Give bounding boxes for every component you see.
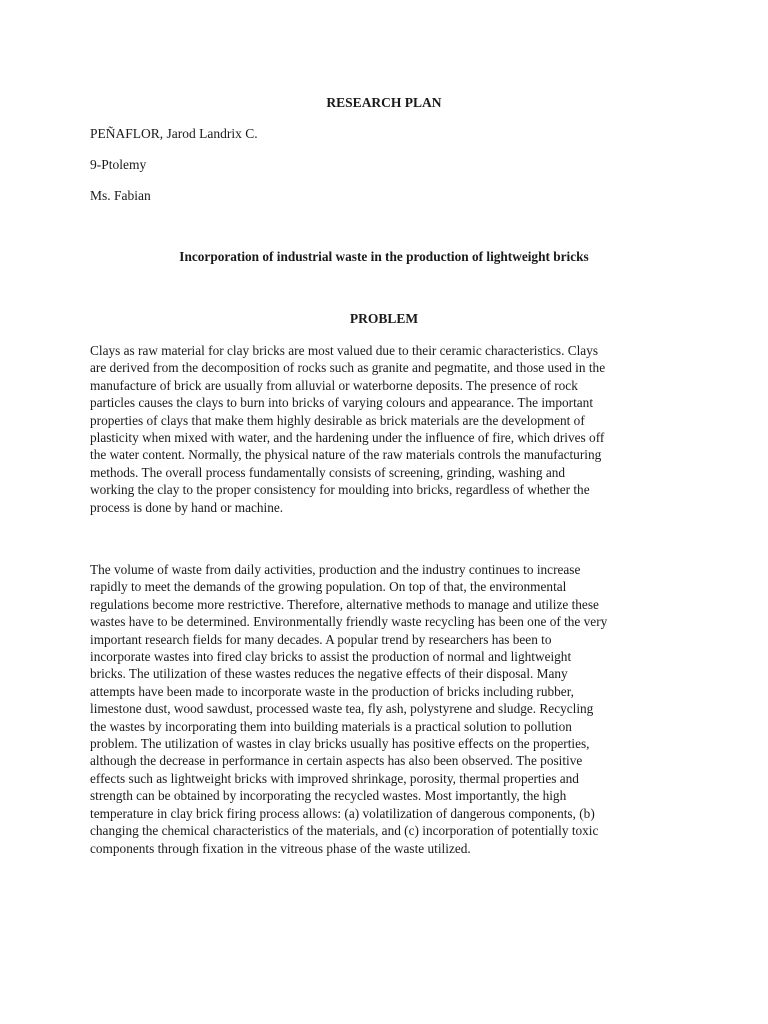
text-line: incorporate wastes into fired clay bricks to assist the production of normal and lightweight	[90, 649, 572, 665]
text-line: particles causes the clays to burn into bricks of varying colours and appearance. The important	[90, 395, 594, 411]
class-section: 9-Ptolemy	[90, 157, 147, 172]
problem-paragraph-1	[90, 342, 690, 516]
text-line: components through fixation in the vitreous phase of the waste utilized.	[90, 840, 471, 856]
text-line: manufacture of brick are usually from alluvial or waterborne deposits. The presence of rock	[90, 377, 578, 393]
text-line: process is done by hand or machine.	[90, 499, 284, 515]
text-line: regulations become more restrictive. Therefore, alternative methods to manage and utilize these	[90, 596, 599, 612]
teacher-name: Ms. Fabian	[90, 188, 151, 203]
text-line: Clays as raw material for clay bricks are most valued due to their ceramic characteristics. Clays	[90, 343, 599, 358]
problem-paragraph-2	[90, 561, 690, 857]
author-name: PEÑAFLOR, Jarod Landrix C.	[90, 126, 258, 141]
text-line: rapidly to meet the demands of the growing population. On top of that, the environmental	[90, 579, 567, 595]
text-line: properties of clays that make them highly desirable as brick materials are the development of	[90, 412, 585, 428]
document-title: RESEARCH PLAN	[326, 95, 442, 110]
text-line: attempts have been made to incorporate waste in the production of bricks including rubber,	[90, 683, 574, 699]
text-line: the water content. Normally, the physical nature of the raw materials controls the manufacturing	[90, 447, 602, 463]
text-line: plasticity when mixed with water, and the hardening under the influence of fire, which drives off	[90, 430, 605, 446]
problem-heading: PROBLEM	[349, 311, 419, 326]
text-line: limestone dust, wood sawdust, processed waste tea, fly ash, polystyrene and sludge. Recycling	[90, 701, 594, 717]
text-line: temperature in clay brick firing process allows: (a) volatilization of dangerous components, (b)	[90, 805, 595, 821]
text-line: strength can be obtained by incorporating the recycled wastes. Most importantly, the high	[90, 788, 567, 804]
text-line: bricks. The utilization of these wastes reduces the negative effects of their disposal. Many	[90, 666, 568, 682]
text-line: although the decrease in performance in certain aspects has also been observed. The positive	[90, 753, 583, 769]
text-line: are derived from the decomposition of rocks such as granite and pegmatite, and those used in the	[90, 360, 606, 376]
text-line: changing the chemical characteristics of the materials, and (c) incorporation of potentially toxic	[90, 823, 599, 839]
research-topic: Incorporation of industrial waste in the production of lightweight bricks	[179, 249, 589, 264]
text-line: problem. The utilization of wastes in clay bricks usually has positive effects on the properties,	[90, 736, 590, 752]
text-line: effects such as lightweight bricks with improved shrinkage, porosity, thermal properties and	[90, 770, 579, 786]
text-line: wastes have to be determined. Environmentally friendly waste recycling has been one of the very	[90, 614, 608, 630]
text-line: the wastes by incorporating them into building materials is a practical solution to pollution	[90, 718, 572, 734]
text-line: important research fields for many decades. A popular trend by researchers has been to	[90, 631, 552, 647]
text-line: The volume of waste from daily activities, production and the industry continues to increase	[90, 562, 581, 577]
text-line: working the clay to the proper consistency for moulding into bricks, regardless of whether the	[90, 482, 590, 498]
text-line: methods. The overall process fundamentally consists of screening, grinding, washing and	[90, 464, 566, 480]
